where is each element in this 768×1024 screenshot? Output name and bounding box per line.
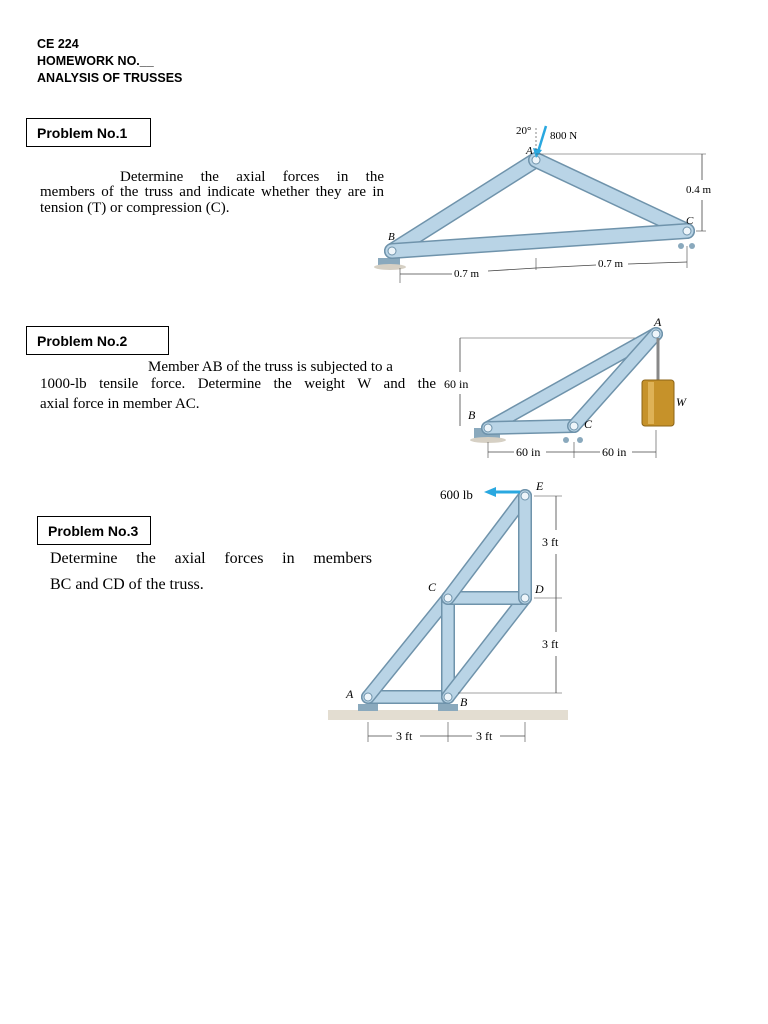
problem2-text-line3: axial force in member AC. <box>40 396 200 412</box>
ground-surface <box>328 710 568 720</box>
joint-a <box>364 693 372 701</box>
problem2-text-line2: 1000-lb tensile force. Determine the weight W and the <box>40 376 436 392</box>
support-a <box>358 704 378 711</box>
support-b <box>438 704 458 711</box>
problem2-truss-figure <box>440 312 700 468</box>
member-ab <box>488 334 656 428</box>
dim-label-right: 3 ft <box>476 729 493 743</box>
joint-label-a: A <box>346 687 354 701</box>
homework-number: HOMEWORK NO.__ <box>37 54 154 68</box>
dim-label-right: 0.7 m <box>598 258 624 270</box>
weight-highlight <box>648 382 654 424</box>
roller-c-wheel <box>563 437 569 443</box>
dim-label-left: 3 ft <box>396 729 413 743</box>
problem2-text-line1: Member AB of the truss is subjected to a <box>148 359 393 375</box>
ground-shadow <box>374 264 406 270</box>
joint-label-d: D <box>535 582 544 596</box>
joint-label-e: E <box>536 479 544 493</box>
joint-e <box>521 492 529 500</box>
roller-c-wheel <box>689 243 695 249</box>
force-arrowhead <box>484 487 496 497</box>
problem1-truss-figure <box>370 118 730 288</box>
member-bc <box>488 426 574 428</box>
angle-label: 20° <box>516 125 532 137</box>
problem1-title: Problem No.1 <box>26 118 151 147</box>
weight-label-w: W <box>676 395 686 409</box>
dim-label-upper: 3 ft <box>542 535 559 549</box>
height-label: 0.4 m <box>686 184 712 196</box>
problem3-truss-figure <box>320 478 580 750</box>
dim-label-left: 60 in <box>516 445 541 459</box>
problem1-text-line1: Determine the axial forces in the <box>120 169 384 185</box>
joint-b <box>484 424 492 432</box>
joint-label-a: A <box>526 145 533 157</box>
dim-label-right: 60 in <box>602 445 627 459</box>
joint-label-b: B <box>460 695 468 709</box>
member-ac <box>368 598 448 697</box>
joint-a <box>652 330 660 338</box>
dim-line-right-b <box>628 262 687 264</box>
topic-title: ANALYSIS OF TRUSSES <box>37 71 183 85</box>
problem3-title: Problem No.3 <box>37 516 151 545</box>
roller-c-wheel <box>577 437 583 443</box>
force-label-600lb: 600 lb <box>440 487 473 502</box>
problem1-text-line2: members of the truss and indicate whether they are in <box>40 184 384 200</box>
joint-label-b: B <box>388 231 395 243</box>
dim-line-left-b <box>488 268 536 271</box>
height-label: 60 in <box>444 377 469 391</box>
weight-block <box>642 380 674 426</box>
joint-label-b: B <box>468 408 476 422</box>
course-code: CE 224 <box>37 37 79 51</box>
member-bd <box>448 598 525 697</box>
joint-label-c: C <box>428 580 437 594</box>
force-label-800n: 800 N <box>550 130 578 142</box>
joint-label-c: C <box>584 417 593 431</box>
member-ce <box>448 496 525 598</box>
roller-c-wheel <box>678 243 684 249</box>
joint-b <box>444 693 452 701</box>
dim-line-right-a <box>536 265 596 268</box>
problem1-text-line3: tension (T) or compression (C). <box>40 200 230 216</box>
member-ac <box>536 160 687 231</box>
joint-b <box>388 247 396 255</box>
joint-label-c: C <box>686 215 694 227</box>
joint-c <box>683 227 691 235</box>
problem2-title: Problem No.2 <box>26 326 169 355</box>
pin-support-b <box>378 258 400 265</box>
joint-c <box>570 422 578 430</box>
joint-d <box>521 594 529 602</box>
force-arrow-800n <box>538 126 546 152</box>
problem3-text-line2: BC and CD of the truss. <box>50 576 204 593</box>
dim-label-lower: 3 ft <box>542 637 559 651</box>
dim-label-left: 0.7 m <box>454 268 480 280</box>
problem3-text-line1: Determine the axial forces in members <box>50 550 372 567</box>
joint-c <box>444 594 452 602</box>
joint-label-a: A <box>654 315 662 329</box>
